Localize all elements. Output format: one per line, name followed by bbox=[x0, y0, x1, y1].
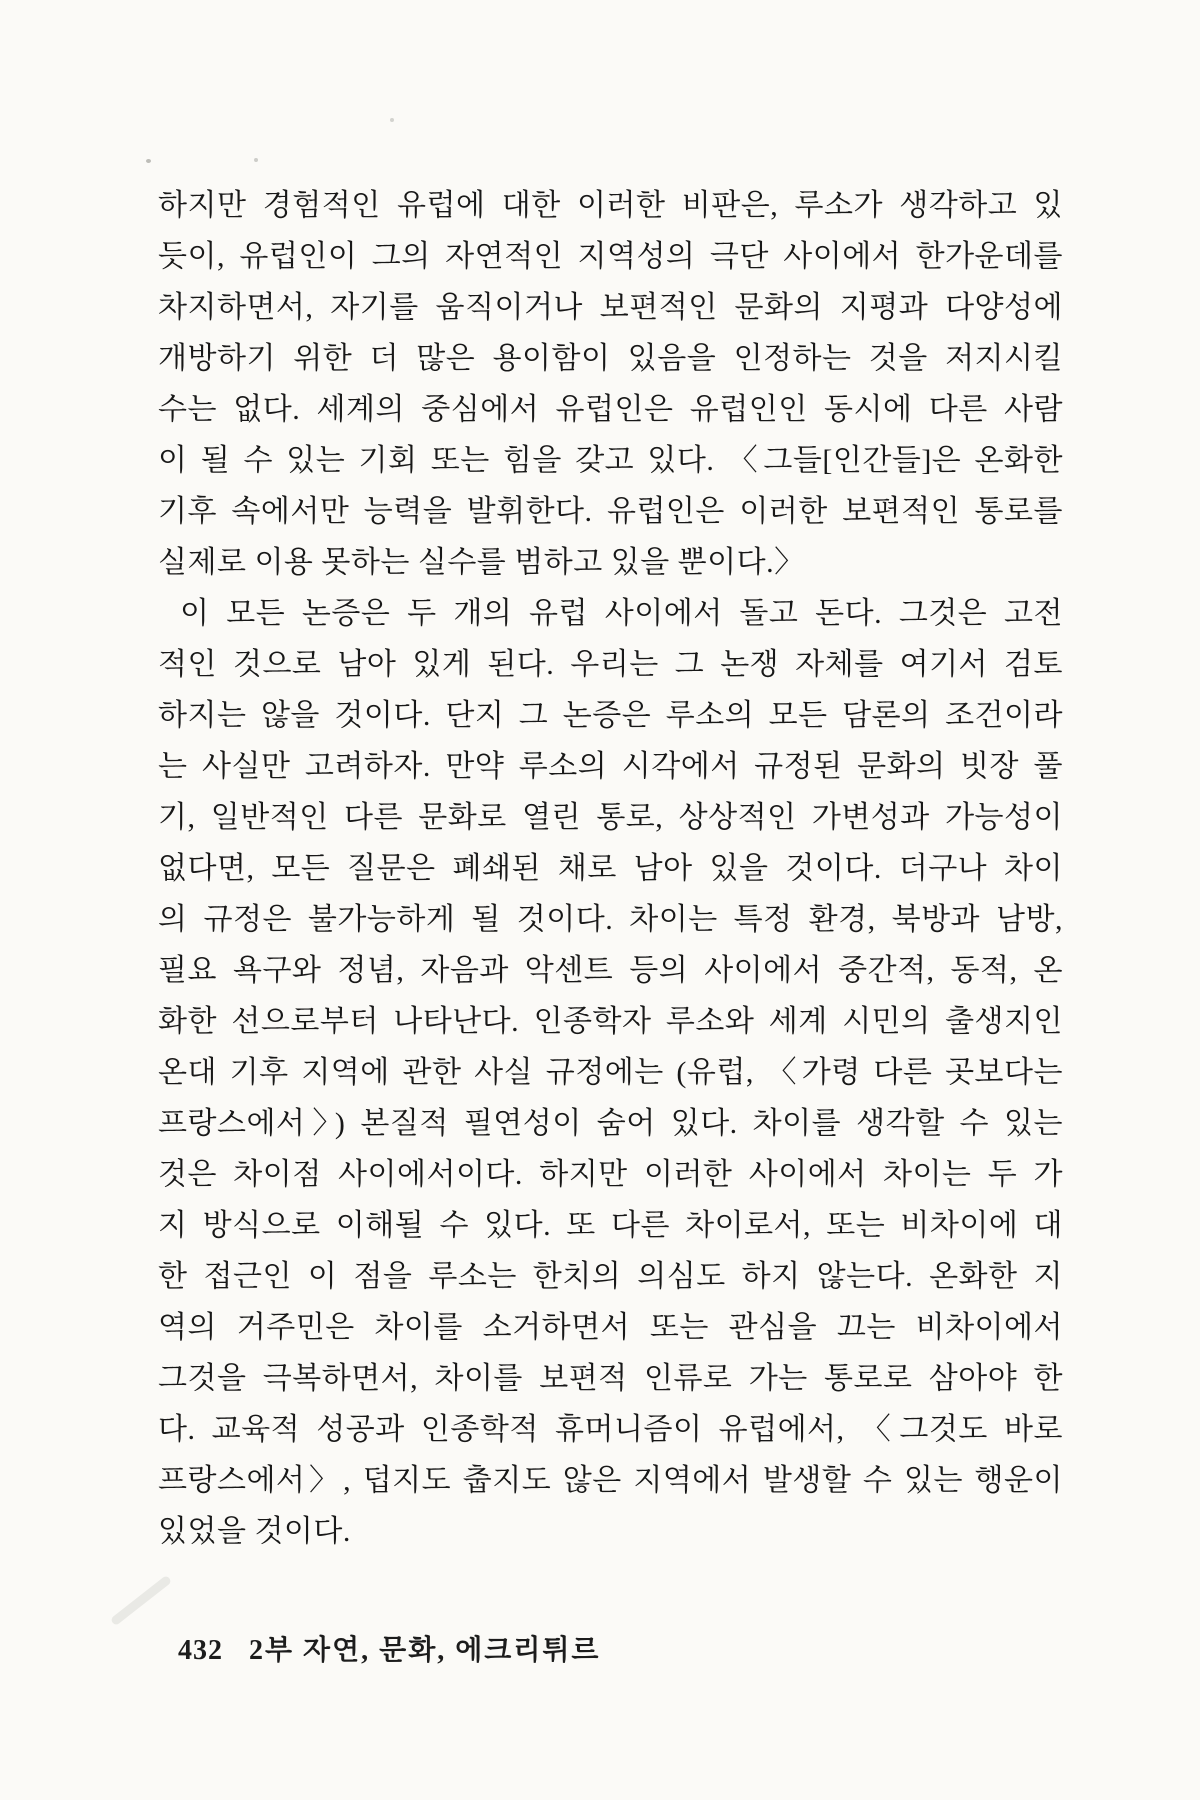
page-footer bbox=[178, 1628, 600, 1668]
text-line: 그것을 극복하면서, 차이를 보편적 인류로 가는 통로로 삼아야 한 bbox=[158, 1362, 1063, 1395]
text-line: 역의 거주민은 차이를 소거하면서 또는 관심을 끄는 비차이에서 bbox=[158, 1311, 1063, 1344]
text-line: 차지하면서, 자기를 움직이거나 보편적인 문화의 지평과 다양성에 bbox=[158, 291, 1063, 324]
text-line: 것은 차이점 사이에서이다. 하지만 이러한 사이에서 차이는 두 가 bbox=[158, 1158, 1063, 1191]
scan-speck bbox=[390, 118, 394, 122]
paragraph bbox=[158, 180, 1063, 588]
text-line: 기, 일반적인 다른 문화로 열린 통로, 상상적인 가변성과 가능성이 bbox=[158, 801, 1063, 834]
text-line: 의 규정은 불가능하게 될 것이다. 차이는 특정 환경, 북방과 남방, bbox=[158, 903, 1063, 936]
text-line: 없다면, 모든 질문은 폐쇄된 채로 남아 있을 것이다. 더구나 차이 bbox=[158, 852, 1063, 885]
text-line: 화한 선으로부터 나타난다. 인종학자 루소와 세계 시민의 출생지인 bbox=[158, 1005, 1063, 1038]
text-line: 기후 속에서만 능력을 발휘한다. 유럽인은 이러한 보편적인 통로를 bbox=[158, 495, 1063, 528]
text-line: 온대 기후 지역에 관한 사실 규정에는 (유럽, 〈가령 다른 곳보다는 bbox=[158, 1056, 1063, 1089]
text-line: 한 접근인 이 점을 루소는 한치의 의심도 하지 않는다. 온화한 지 bbox=[158, 1260, 1063, 1293]
text-line: 수는 없다. 세계의 중심에서 유럽인은 유럽인인 동시에 다른 사람 bbox=[158, 393, 1063, 426]
text-line: 는 사실만 고려하자. 만약 루소의 시각에서 규정된 문화의 빗장 풀 bbox=[158, 750, 1063, 783]
text-line: 프랑스에서〉) 본질적 필연성이 숨어 있다. 차이를 생각할 수 있는 bbox=[158, 1107, 1063, 1140]
scan-speck bbox=[146, 159, 151, 163]
text-line: 듯이, 유럽인이 그의 자연적인 지역성의 극단 사이에서 한가운데를 bbox=[158, 240, 1063, 273]
text-line: 개방하기 위한 더 많은 용이함이 있음을 인정하는 것을 저지시킬 bbox=[158, 342, 1063, 375]
page-number: 432 bbox=[178, 1635, 223, 1666]
text-line: 있었을 것이다. bbox=[158, 1515, 351, 1548]
text-line: 프랑스에서〉, 덥지도 춥지도 않은 지역에서 발생할 수 있는 행운이 bbox=[158, 1464, 1063, 1497]
text-line: 이 모든 논증은 두 개의 유럽 사이에서 돌고 돈다. 그것은 고전 bbox=[180, 597, 1063, 630]
text-line: 적인 것으로 남아 있게 된다. 우리는 그 논쟁 자체를 여기서 검토 bbox=[158, 648, 1063, 681]
text-line: 이 될 수 있는 기회 또는 힘을 갖고 있다. 〈그들[인간들]은 온화한 bbox=[158, 444, 1063, 477]
body-text bbox=[158, 180, 1063, 1557]
text-line: 다. 교육적 성공과 인종학적 휴머니즘이 유럽에서, 〈그것도 바로 bbox=[158, 1413, 1063, 1446]
text-line: 실제로 이용 못하는 실수를 범하고 있을 뿐이다.〉 bbox=[158, 546, 805, 579]
scan-smudge bbox=[110, 1575, 172, 1626]
text-line: 필요 욕구와 정념, 자음과 악센트 등의 사이에서 중간적, 동적, 온 bbox=[158, 954, 1063, 987]
paragraph bbox=[158, 588, 1063, 1557]
text-line: 지 방식으로 이해될 수 있다. 또 다른 차이로서, 또는 비차이에 대 bbox=[158, 1209, 1063, 1242]
footer-section-title: 2부 자연, 문화, 에크리튀르 bbox=[249, 1635, 601, 1666]
scan-speck bbox=[254, 158, 258, 162]
text-line: 하지만 경험적인 유럽에 대한 이러한 비판은, 루소가 생각하고 있 bbox=[158, 189, 1063, 222]
text-line: 하지는 않을 것이다. 단지 그 논증은 루소의 모든 담론의 조건이라 bbox=[158, 699, 1063, 732]
